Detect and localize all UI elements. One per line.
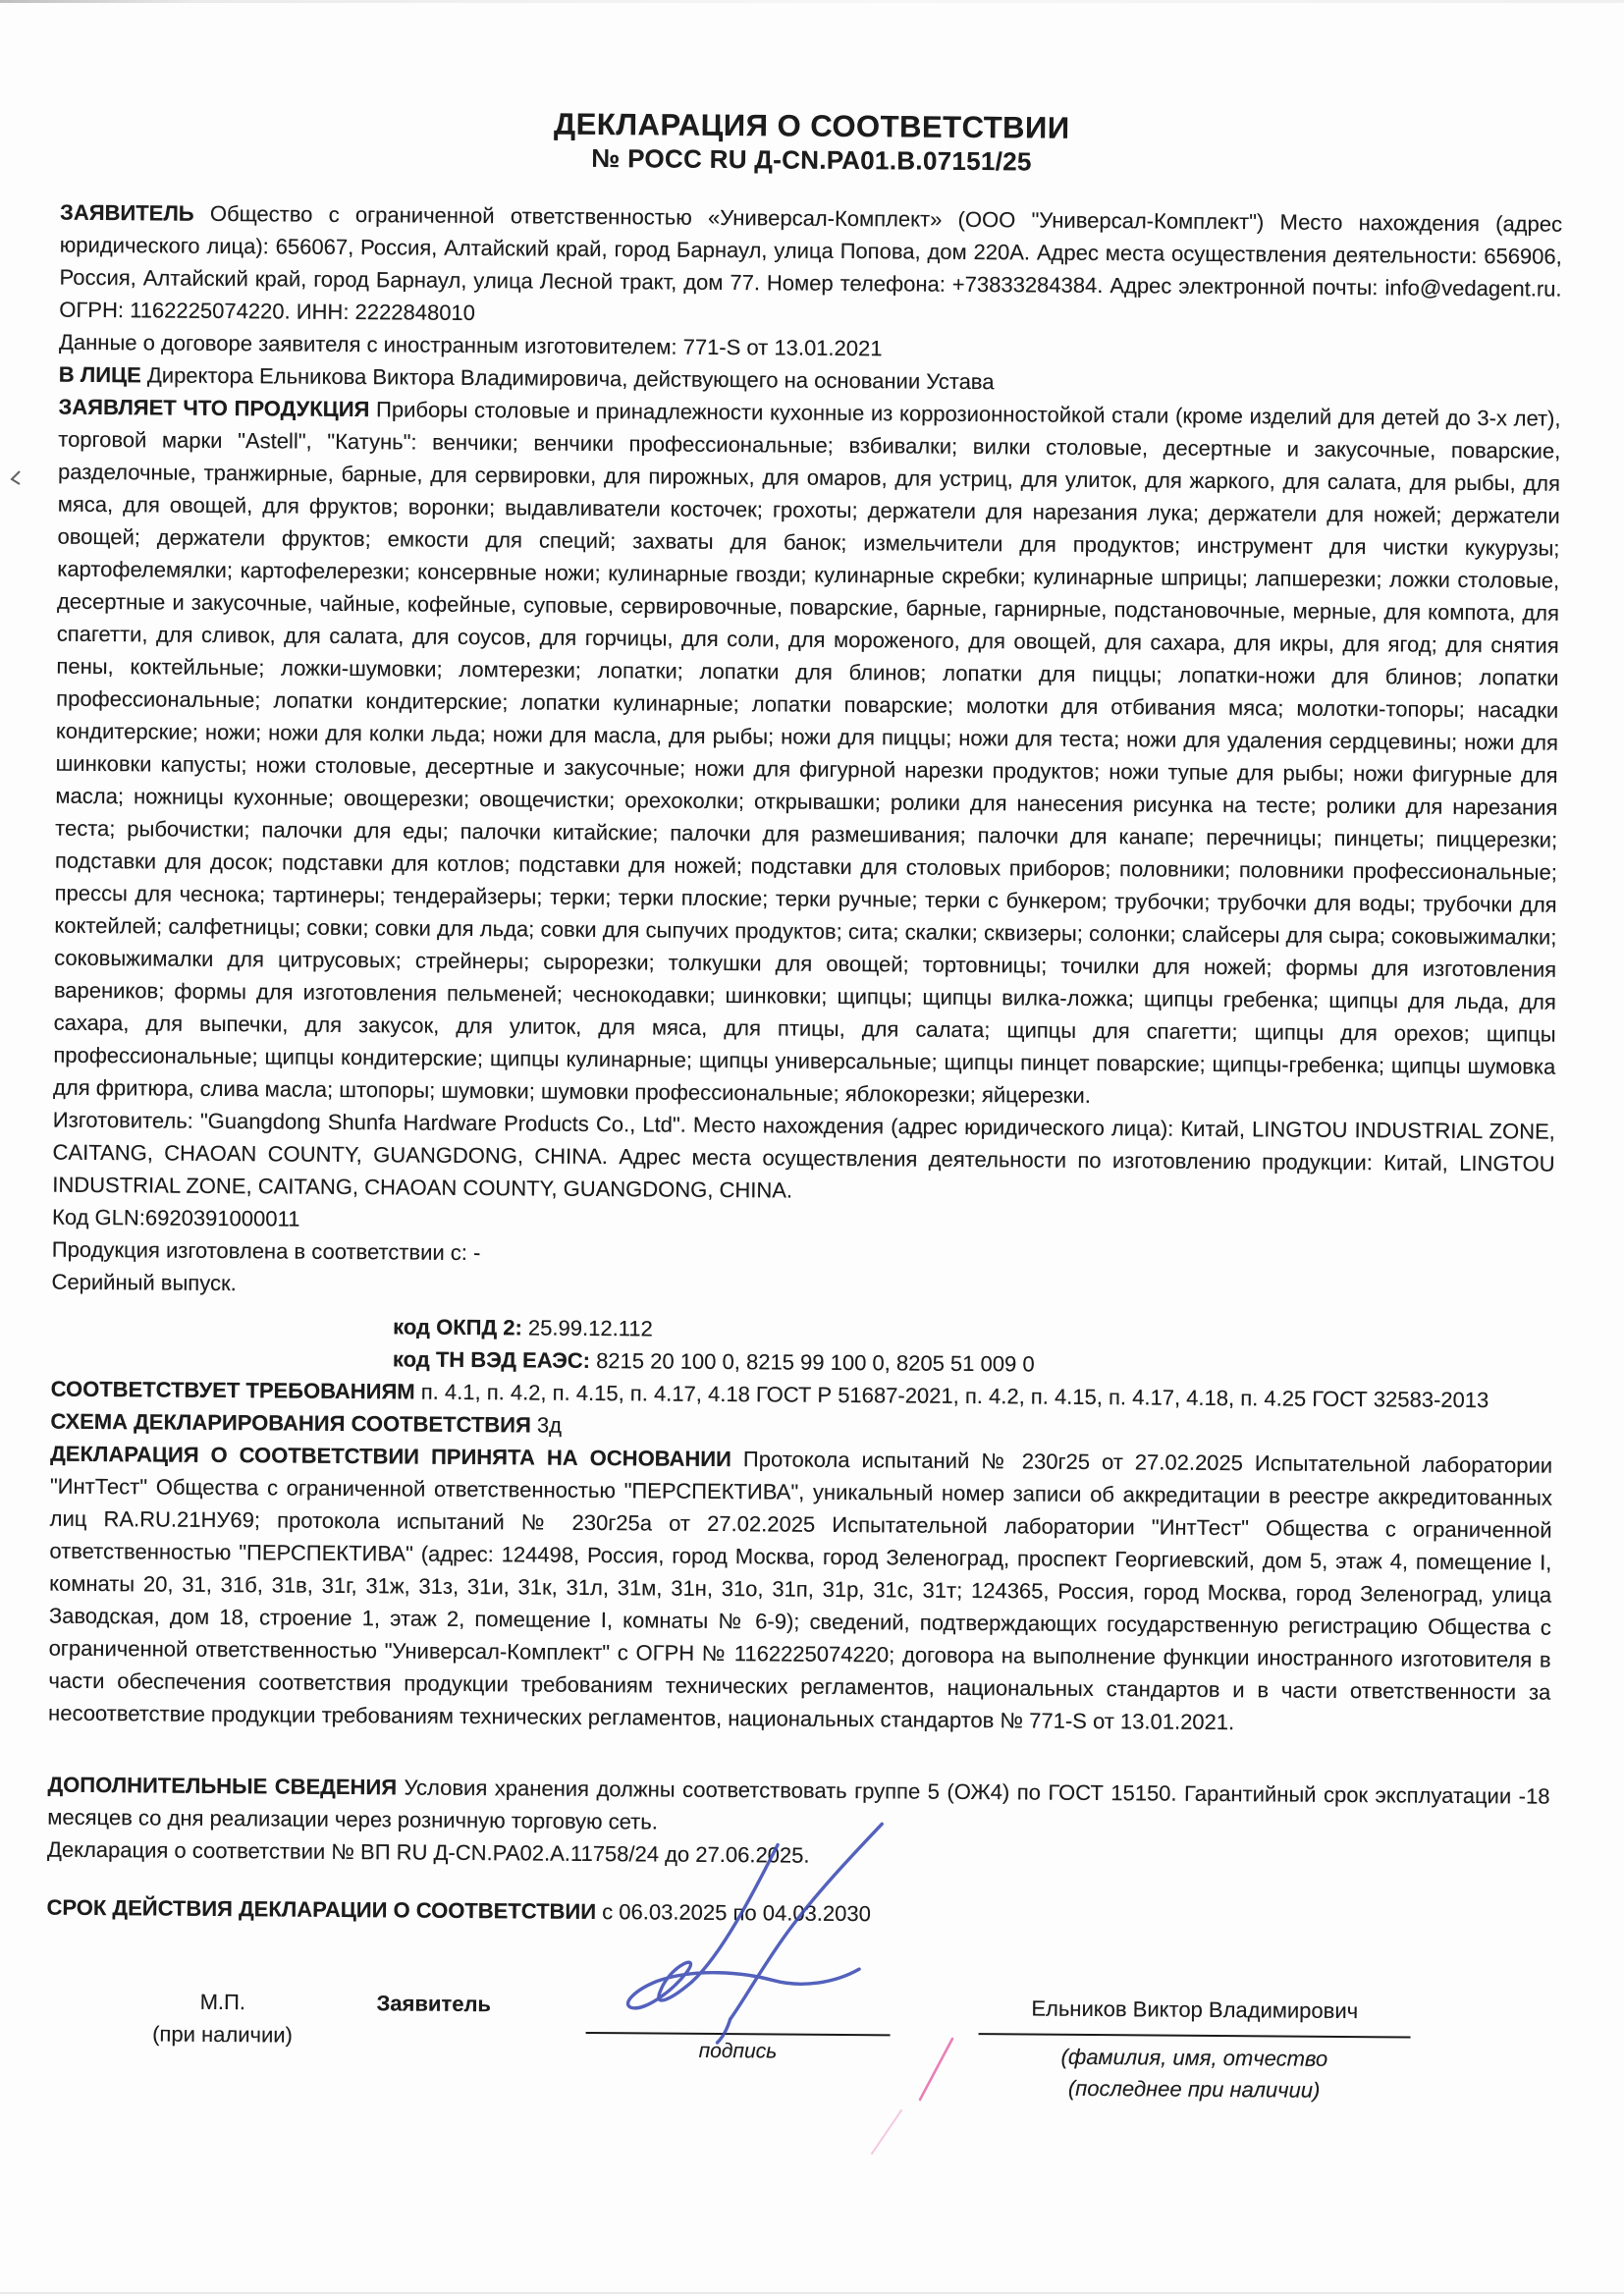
document-title: ДЕКЛАРАЦИЯ О СООТВЕТСТВИИ [553, 106, 1070, 145]
signatory-name: Ельников Виктор Владимирович [979, 1980, 1411, 2038]
manufacturer-paragraph: Изготовитель: "Guangdong Shunfa Hardware Products Co., Ltd". Место нахождения (адрес юридического лица): Китай, LINGTOU INDUSTRIAL ZONE, CAITANG, CHAOAN COUNTY, GUANGDONG, CHINA. Адрес места осуществления деятельности по изготовлению продукции: Китай, LINGTOU INDUSTRIAL ZONE, CAITANG, CHAOAN COUNTY, GUANGDONG, CHINA. [52, 1107, 1555, 1203]
in-person-label: В ЛИЦЕ [58, 361, 141, 388]
stamp-placeholder [143, 1973, 301, 2098]
tnved-label: код ТН ВЭД ЕАЭС: [392, 1346, 591, 1373]
gln-line: Код GLN:6920391000011 [51, 1204, 300, 1231]
compliance-label: СООТВЕТСТВУЕТ ТРЕБОВАНИЯМ [50, 1376, 415, 1404]
validity-label: СРОК ДЕЙСТВИЯ ДЕКЛАРАЦИИ О СООТВЕТСТВИИ [46, 1894, 597, 1925]
validity-line [46, 1891, 1548, 1936]
validity-dates: с 06.03.2025 по 04.03.2030 [602, 1899, 872, 1927]
document-number: № РОСС RU Д-CN.РА01.В.07151/25 [591, 142, 1032, 177]
applicant-label: ЗАЯВИТЕЛЬ [60, 199, 194, 226]
name-caption-line2: (последнее при наличии) [1067, 2075, 1321, 2103]
signatory-name-field [978, 1980, 1411, 2106]
applicant-text: Общество с ограниченной ответственностью «Универсал-Комплект» (ООО "Универсал-Комплект") Место нахождения (адрес юридического лица): 656067, Россия, Алтайский край, город Барнаул, улица Попова, дом 220А. Адрес места осуществления деятельности: 656906, Россия, Алтайский край, город Барнаул, улица Лесной тракт, дом 77. Номер телефона: +73833284384. Адрес электронной почты: info@vedagent.ru. ОГРН: 1162225074220. ИНН: 2222848010 [59, 200, 1563, 326]
okpd-value: 25.99.12.112 [527, 1315, 653, 1341]
basis-text: Протокола испытаний № 230г25 от 27.02.2025 Испытательной лаборатории "ИнтТест" Общества с ограниченной ответственностью "ПЕРСПЕКТИВА", уникальный номер записи об аккредитации в реестре аккредитованных лиц RA.RU.21НУ69; протокола испытаний № 230г25а от 27.02.2025 Испытательной лаборатории "ИнтТест" Общества с ограниченной ответственностью "ПЕРСПЕКТИВА" (адрес: 124498, Россия, город Москва, город Зеленоград, проспект Георгиевский, дом 5, этаж 4, помещение I, комнаты 20, 31, 31б, 31в, 31г, 31ж, 31з, 31и, 31к, 31л, 31м, 31н, 31о, 31п, 31р, 31с, 31т; 124365, Россия, город Москва, город Зеленоград, улица Заводская, дом 18, строение 1, этаж 2, помещение I, комнаты № 6-9); сведений, подтверждающих государственную регистрацию Общества с ограниченной ответственностью "Универсал-Комплект" с ОГРН № 1162225074220; договора на выполнение функции иностранного изготовителя в части обеспечения соответствия продукции требованиям технических регламентов, национальных стандартов и в части ответственности за несоответствие продукции требованиям технических регламентов, национальных стандартов № 771-S от 13.01.2021. [48, 1447, 1553, 1735]
signature-block [45, 1973, 1548, 2108]
made-according-line: Продукция изготовлена в соответствии с: - [51, 1236, 481, 1266]
declares-label: ЗАЯВЛЯЕТ ЧТО ПРОДУКЦИЯ [58, 394, 370, 422]
applicant-role-label: Заявитель [376, 1991, 492, 2017]
document-body [45, 102, 1563, 2108]
applicant-contract-line: Данные о договоре заявителя с иностранным изготовителем: 771-S от 13.01.2021 [58, 329, 883, 361]
pen-scratch-mark [908, 2035, 962, 2113]
in-person-text: Директора Ельникова Виктора Владимировича, действующего на основании Устава [146, 362, 995, 395]
compliance-text: п. 4.1, п. 4.2, п. 4.15, п. 4.17, 4.18 ГОСТ Р 51687-2021, п. 4.2, п. 4.15, п. 4.17, 4.18, п. 4.25 ГОСТ 32583-2013 [420, 1379, 1489, 1413]
product-declaration-paragraph [53, 391, 1561, 1116]
okpd-label: код ОКПД 2: [393, 1314, 522, 1340]
signature-line [586, 1977, 891, 2036]
pen-scratch-mark-faint [864, 2106, 908, 2165]
stamp-note: (при наличии) [152, 2021, 294, 2048]
name-caption-line1: (фамилия, имя, отчество [1060, 2044, 1328, 2071]
tnved-value: 8215 20 100 0, 8215 99 100 0, 8205 51 009 0 [596, 1348, 1035, 1377]
scheme-label: СХЕМА ДЕКЛАРИРОВАНИЯ СООТВЕТСТВИЯ [50, 1408, 531, 1438]
scheme-value: 3д [536, 1412, 563, 1438]
basis-label: ДЕКЛАРАЦИЯ О СООТВЕТСТВИИ ПРИНЯТА НА ОСНОВАНИИ [50, 1441, 732, 1472]
signature-caption: подпись [698, 2039, 778, 2063]
additional-info-paragraph [47, 1769, 1550, 1878]
scan-artifact-mark [8, 469, 24, 494]
scan-edge-top [0, 0, 1624, 3]
serial-release-line: Серийный выпуск. [51, 1269, 237, 1296]
additional-label: ДОПОЛНИТЕЛЬНЫЕ СВЕДЕНИЯ [47, 1772, 398, 1800]
signature-field [585, 1977, 891, 2103]
name-caption [978, 2035, 1411, 2106]
applicant-paragraph [59, 196, 1562, 370]
scan-edge-bottom [0, 2292, 1624, 2294]
additional-text: Условия хранения должны соответствовать группе 5 (ОЖ4) по ГОСТ 15150. Гарантийный срок эксплуатации -18 месяцев со дня реализации через розничную торговую сеть. [47, 1775, 1550, 1834]
previous-declaration-line: Декларация о соответствии № ВП RU Д-CN.РА02.А.11758/24 до 27.06.2025. [46, 1836, 810, 1868]
product-list-text: Приборы столовые и принадлежности кухонные из коррозионностойкой стали (кроме изделий для детей до 3-х лет), торговой марки "Astell", "Катунь": венчики; венчики профессиональные; взбивалки; вилки столовые, десертные и закусочные, поварские, разделочные, транжирные, барные, для сервировки, для пирожных, для омаров, для устриц, для улиток, для жаркого, для салата, для рыбы, для мяса, для овощей, для фруктов; воронки; выдавливатели косточек; грохоты; держатели для нарезания лука; держатели для ножей; держатели овощей; держатели фруктов; емкости для специй; захваты для банок; измельчители для продуктов; инструмент для чистки кукурузы; картофелемялки; картофелерезки; консервные ножи; кулинарные гвозди; кулинарные скребки; кулинарные шприцы; лапшерезки; ложки столовые, десертные и закусочные, чайные, кофейные, суповые, сервировочные, поварские, барные, гарнирные, подстановочные, мерные, для компота, для спагетти, для сливок, для салата, для соусов, для горчицы, для соли, для мороженого, для овощей, для сахара, для икры, для ягод; для снятия пены, коктейльные; ложки-шумовки; ломтерезки; лопатки; лопатки для блинов; лопатки для пиццы; лопатки-ножи для блинов; лопатки профессиональные; лопатки кондитерские; лопатки кулинарные; лопатки поварские; молотки для отбивания мяса; молотки-топоры; насадки кондитерские; ножи; ножи для колки льда; ножи для масла, для рыбы; ножи для пиццы; ножи для теста; ножи для удаления сердцевины; ножи для шинковки капусты; ножи столовые, десертные и закусочные; ножи для фигурной нарезки продуктов; ножи тупые для рыбы; ножи фигурные для масла; ножницы кухонные; овощерезки; овощечистки; орехоколки; открывашки; ролики для нанесения рисунка на тесте; ролики для нарезания теста; рыбочистки; палочки для еды; палочки китайские; палочки для размешивания; палочки для канапе; перечницы; пинцеты; пиццерезки; подставки для досок; подставки для котлов; подставки для ножей; подставки для столовых приборов; половники; половники профессиональные; прессы для чеснока; тартинеры; тендерайзеры; терки; терки плоские; терки ручные; терки с бункером; трубочки; трубочки для воды; трубочки для коктейлей; салфетницы; совки; совки для льда; совки для сыпучих продуктов; сита; скалки; сквизеры; солонки; слайсеры для сыра; соковыжималки; соковыжималки для цитрусовых; стрейнеры; сырорезки; толкушки для овощей; тортовницы; точилки для ножей; формы для изготовления вареников; формы для изготовления пельменей; чеснокодавки; шинковки; щипцы; щипцы вилка-ложка; щипцы гребенка; щипцы для льда, для сахара, для выпечки, для закусок, для улиток, для мяса, для птицы, для салата; щипцы для спагетти; щипцы для орехов; щипцы профессиональные; щипцы кондитерские; щипцы кулинарные; щипцы универсальные; щипцы пинцет поварские; щипцы-гребенка; щипцы шумовка для фритюра, слива масла; штопоры; шумовки; шумовки профессиональные; яблокорезки; яйцерезки. [53, 397, 1561, 1108]
basis-paragraph [48, 1438, 1552, 1741]
stamp-label: М.П. [199, 1989, 246, 2015]
